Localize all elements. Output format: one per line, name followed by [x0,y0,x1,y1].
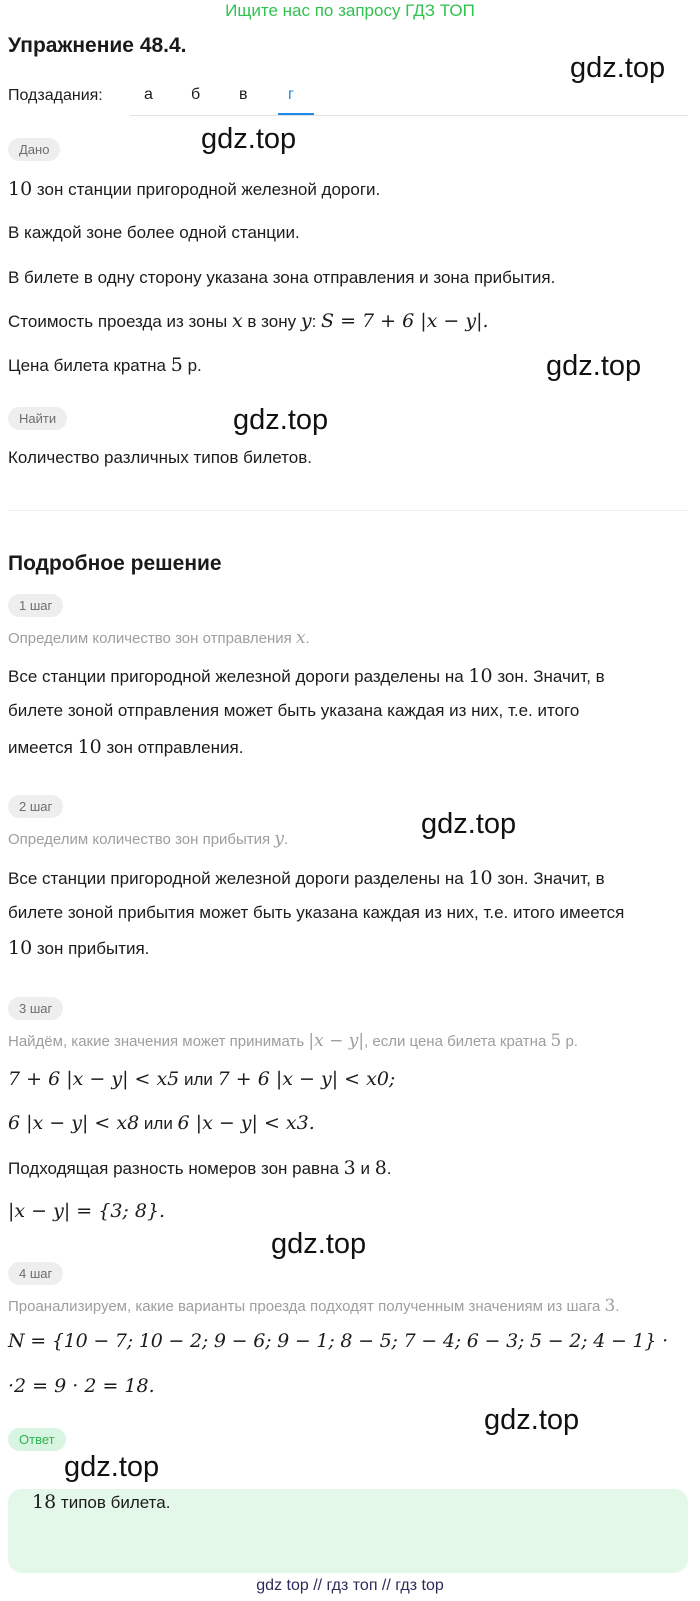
step3-hint: Найдём, какие значения может принимать |x − y|, если цена билета кратна 5 р. [8,1031,578,1051]
step1-line-1: Все станции пригородной железной дороги разделены на 10 зон. Значит, в [8,665,605,687]
footer-links[interactable]: gdz top // гдз топ // гдз top [256,1577,444,1594]
find-chip: Найти [8,407,67,430]
subtask-tabs [130,76,688,116]
watermark: gdz.top [201,123,297,155]
watermark: gdz.top [484,1404,580,1436]
tab-v[interactable]: в [239,86,248,103]
given-line-4: Стоимость проезда из зоны x в зону y: S = 7 + 6 |x − y|. [8,310,489,332]
step4-formula-1: N = {10 − 7; 10 − 2; 9 − 6; 9 − 1; 8 − 5; 7 − 4; 6 − 3; 5 − 2; 4 − 1} · [8,1330,668,1352]
find-text: Количество различных типов билетов. [8,448,312,467]
given-line-5: Цена билета кратна 5 р. [8,354,202,376]
watermark: gdz.top [546,350,642,382]
watermark: gdz.top [421,808,517,840]
top-banner[interactable]: Ищите нас по запросу ГДЗ ТОП [225,1,475,20]
step3-formula-1: 7 + 6 |x − y| < x5 или 7 + 6 |x − y| < x0; [8,1068,396,1090]
given-chip: Дано [8,138,60,161]
given-line-2: В каждой зоне более одной станции. [8,223,300,242]
given-line-1: 10 зон станции пригородной железной дороги. [8,178,381,200]
watermark: gdz.top [271,1228,367,1260]
section-divider [8,510,688,511]
watermark: gdz.top [570,52,666,84]
page-title: Упражнение 48.4. [8,34,187,57]
step4-formula-2: ·2 = 9 · 2 = 18. [8,1375,155,1397]
tab-g[interactable]: г [288,86,294,103]
step2-line-2: билете зоной прибытия может быть указана каждая из них, т.е. итого имеется [8,903,625,922]
step1-chip: 1 шаг [8,594,63,617]
watermark: gdz.top [233,404,329,436]
step3-chip: 3 шаг [8,997,63,1020]
watermark: gdz.top [64,1451,160,1483]
solution-heading: Подробное решение [8,552,222,575]
step2-line-1: Все станции пригородной железной дороги разделены на 10 зон. Значит, в [8,867,605,889]
active-tab-indicator [278,113,314,115]
subtasks-label: Подзадания: [8,87,103,104]
tab-b[interactable]: б [191,86,201,103]
step3-line: Подходящая разность номеров зон равна 3 и 8. [8,1157,392,1179]
step3-formula-2: 6 |x − y| < x8 или 6 |x − y| < x3. [8,1112,315,1134]
step4-chip: 4 шаг [8,1262,63,1285]
given-line-3: В билете в одну сторону указана зона отправления и зона прибытия. [8,268,556,287]
answer-text: 18 типов билета. [32,1491,171,1513]
answer-chip: Ответ [8,1428,66,1451]
step3-formula-3: |x − y| = {3; 8}. [8,1200,166,1222]
step4-hint: Проанализируем, какие варианты проезда подходят полученным значениям из шага 3. [8,1296,620,1316]
step2-line-3: 10 зон прибытия. [8,937,150,959]
step1-line-3: имеется 10 зон отправления. [8,736,244,758]
step1-hint: Определим количество зон отправления x. [8,628,310,648]
step2-chip: 2 шаг [8,795,63,818]
step2-hint: Определим количество зон прибытия y. [8,829,289,849]
step1-line-2: билете зоной отправления может быть указана каждая из них, т.е. итого [8,701,580,720]
tab-a[interactable]: а [144,86,153,103]
